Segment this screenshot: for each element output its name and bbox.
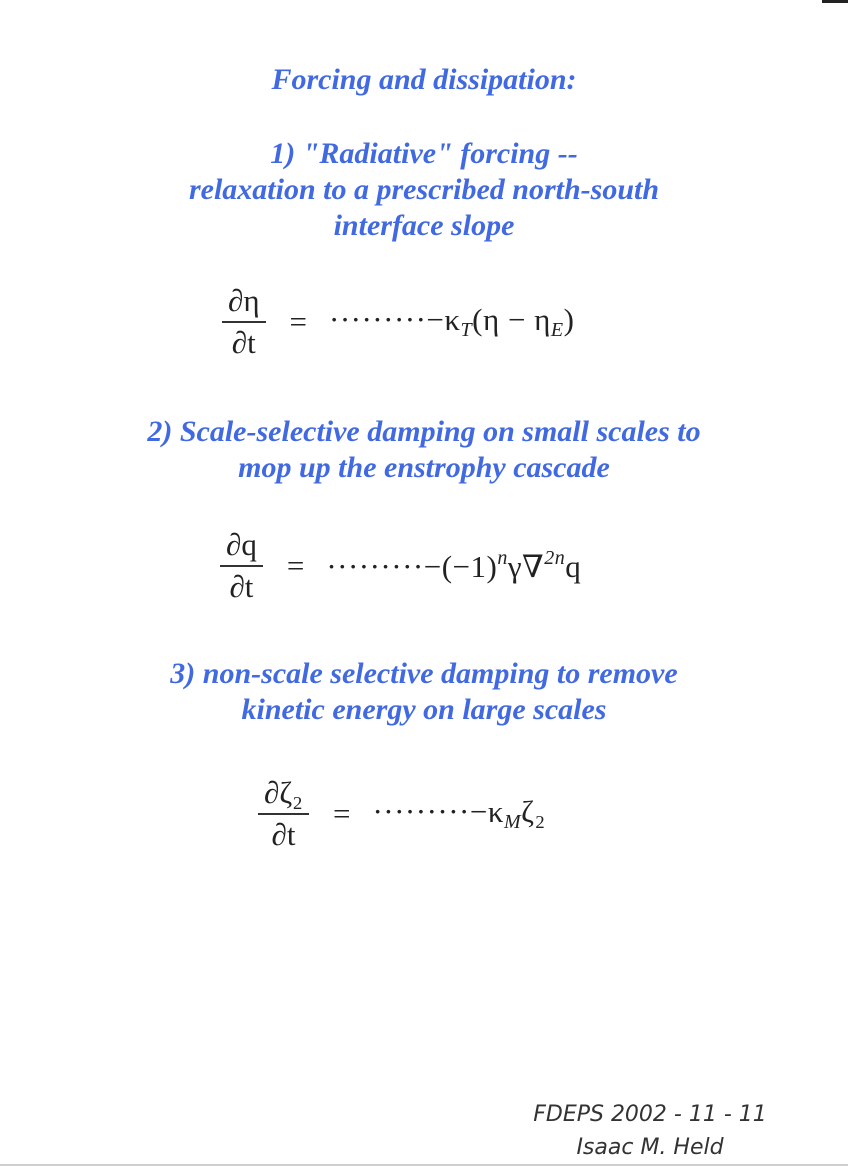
section-2-heading: 2) Scale-selective damping on small scales to mop up the enstrophy cascade (147, 415, 701, 484)
equation-rhs: $\cdot\cdot\cdot\cdot\cdot\cdot\cdot\cdot\cdot-\kappa_T(\eta - \eta_E)$ (329, 301, 575, 341)
corner-mark (822, 0, 848, 3)
page-title: Forcing and dissipation: (271, 63, 577, 96)
section-3-heading: 3) non-scale selective damping to remove kinetic energy on large scales (170, 657, 678, 726)
equation-3: $\frac{\text{∂ζ₂}}{\partial t}$ = $\cdot\cdot\cdot\cdot\cdot\cdot\cdot\cdot\cdot-\kappa_M\zeta_2$ (258, 776, 546, 852)
section-1-heading: 1) "Radiative" forcing -- relaxation to a prescribed north-south interface slope (188, 137, 660, 242)
handwritten-signature: FDEPS 2002 - 11 - 11 Isaac M. Held (533, 1102, 767, 1160)
fraction: $\frac{\text{∂ζ₂}}{\partial t}$ (258, 776, 309, 852)
equation-rhs: $\cdot\cdot\cdot\cdot\cdot\cdot\cdot\cdot\cdot-\kappa_M\zeta_2$ (372, 793, 546, 833)
fraction: $\frac{\partial\eta}{\partial t}$ (222, 284, 266, 360)
equation-1: $\frac{\partial\eta}{\partial t}$ = $\cdot\cdot\cdot\cdot\cdot\cdot\cdot\cdot\cdot-\kappa_T(\eta - \eta_E)$ (222, 284, 574, 360)
page-edge (0, 1164, 848, 1166)
equation-rhs: $\cdot\cdot\cdot\cdot\cdot\cdot\cdot\cdot\cdot-(-1)^n\gamma\nabla^{2n}q$ (326, 546, 582, 584)
fraction: $\frac{\partial q}{\partial t}$ (220, 528, 263, 604)
equation-2: $\frac{\partial q}{\partial t}$ = $\cdot\cdot\cdot\cdot\cdot\cdot\cdot\cdot\cdot-(-1)^n\gamma\nabla^{2n}q$ (220, 528, 581, 604)
